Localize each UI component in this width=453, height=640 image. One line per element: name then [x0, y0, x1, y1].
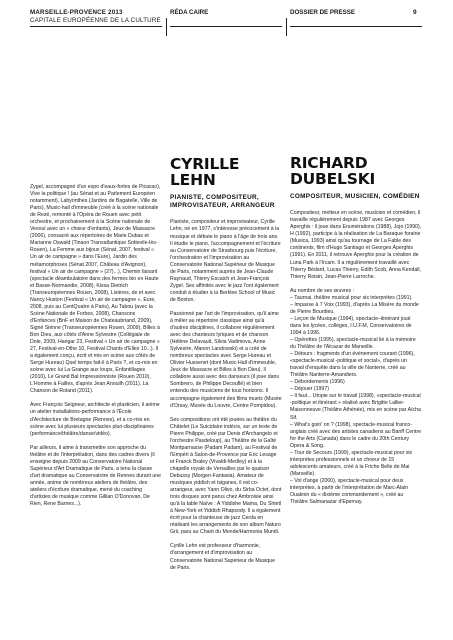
header-divider	[286, 18, 287, 36]
column-2	[170, 156, 282, 579]
list-item: – Débordements (1996)	[290, 379, 345, 386]
page-header	[0, 9, 453, 37]
header-divider	[166, 18, 167, 36]
section-subtitle: COMPOSITEUR, MUSICIEN, COMÉDIEN	[290, 193, 420, 200]
section-title: CYRILLE LEHN	[170, 155, 240, 189]
list-item: – Leçon de Musique (1994), spectacle–itinérant joué dans les lycées, collèges, I.U.F.M, Conservatoires de 1994 à 1996.	[290, 315, 412, 336]
list-item: – What's goin' on ? (1998), spectacle-musical franco-anglais créé avec des artistes canadiens au Banff Centre for the Arts (Canada) dans le cadre du 20th Century Opera & Song.	[290, 421, 422, 449]
header-doc-type: DOSSIER DE PRESSE	[290, 9, 355, 16]
header-rule	[290, 26, 422, 27]
paragraph: Cyrille Lehn est professeur d'harmonie, d'arrangement et d'improvisation au Conservatoire National Supérieur de Musique de Paris.	[170, 543, 275, 571]
header-line2: CAPITALE EUROPÉENNE DE LA CULTURE	[30, 17, 161, 24]
section-subtitle: PIANISTE, COMPOSITEUR, IMPROVISATEUR, ARRANGEUR	[170, 194, 275, 210]
paragraph: Compositeur, metteur en scène, musicien et comédien, il travaille régulièrement depuis 1987 avec Georges Aperghis : il joue dans Enumérations (1988), Jojo (1990), H (1992), participe à la réalisation de La Baraque foraine (Musica, 1993) ainsi qu'au tournage de La Fable des continents, film d'Hugo Santiago et Georges Aperghis (1991). En 2011, il retrouve Aperghis pour la création de Luna Park à l'Ircam. Il a régulièrement travaillé avec Thierry Bédard, Lucas Thierry, Edith Scob, Anna Kendall, Thierry Roisin, Jean-Pierre Larroche.	[290, 210, 422, 280]
column-3	[290, 156, 422, 506]
paragraph: Pianiste, compositeur et improvisateur, Cyrille Lehn, né en 1977, s'intéresse précocement à la musique et débute le piano à l'âge de trois ans. Il étudie le piano, l'accompagnement et l'écriture au Conservatoire de Strasbourg puis l'écriture, l'orchestration et l'improvisation au Conservatoire National Supérieur de Musique de Paris, notamment auprès de Jean-Claude Raynaud, Thierry Escaich et Jean-François Zygel. Ses affinités avec le jazz l'ont également conduit à étudier à la Berklee School of Music de Boston.	[170, 219, 281, 303]
header-rule	[30, 26, 162, 27]
list-item: – Déjouer (1997)	[290, 386, 329, 393]
list-item: – Vol d'ange (2000), spectacle-musical pour deux interprètes, à partir de l'interprétation de Marc-Alain Ouaknin du « dixième commandement », créé au Théâtre Salmanazar d'Epernay.	[290, 477, 409, 506]
list-item: – Impasse à 7 Voix (1993), d'après La Misère du monde de Pierre Bourdieu.	[290, 301, 419, 315]
paragraph: Ses compositions ont été jouées au théâtre du Châtelet (Le Suicidaire indécis, sur un texte de Pierre Philippe, créé par Denis d'Archangelo et l'orchestre Pasdeloup), au Théâtre de la Gaîté Montparnasse (Padam Padam), au Festival de l'Empéri à Salon-de-Provence par Eric Lesage et Franck Braley (Vivaldi-Medley) et à la chapelle royale de Versailles par le quatuor Debussy (Morgen-Fantasia). Amateur de musiques yiddish et tsiganes, il est co-arrangeur, avec Yann Olivo, du Sirba Octet, dont trois disques sont parus chez Ambroisie ainsi qu'à la table Naïve : A Yiddishe Mama, Du Shtetl à New-York et Yiddish Rhapsody. Il a également écrit pour la chanteuse de jazz Cerda en réalisant les arrangements de son album Naturo Grii, paru au Chant du Monde/Harmonia Mundi.	[170, 416, 282, 536]
header-rule	[170, 26, 282, 27]
section-title: RICHARD DUBELSKI	[290, 154, 376, 188]
list-intro: Au nombre de ses œuvres :	[290, 287, 355, 294]
page-number: 9	[413, 9, 417, 16]
paragraph: Avec François Seigneur, architecte et plasticien, il anime un atelier installations-performance à l'École d'Architecture de Bretagne (Rennes), et a co-mis en scène avec lui plusieurs spectacles pluri-disciplinaires (performance/théâtre/danse/vidéo).	[30, 402, 160, 437]
header-section: RÉDA CAIRE	[170, 9, 209, 16]
paragraph: Passionné par l'art de l'improvisation, qu'il aime à mêler au répertoire classique ainsi qu'à d'autres disciplines, il collabore régulièrement avec des chanteurs lyriques et de chanson (Hélène Delavault, Silvia Vadimova, Anne Sylvestre, Manon Landowski) et a créé de nombreux spectacles avec Serge Hureau et Olivier Hussenet (dont Music-Hall d'immeuble, Jeux de Massacre et Billes à Bon Dieu). Il collabore aussi avec des danseurs (il joue dans Sombrero, de Philippe Decouflé) et bien entendu des musiciens de tous horizons. Il accompagne également des films muets (Musée d'Orsay, Musée du Louvre, Centre Pompidou).	[170, 310, 282, 409]
header-line1: MARSEILLE-PROVENCE 2013	[30, 9, 123, 16]
list-item: – Il faut... Utopie sur le travail (1998), «spectacle-musical -politique et itinérant » réalisé avec Brigitte Lallier-Maisonneuve (Théâtre Athénée), mis en scène par Aïcha Sif.	[290, 393, 421, 421]
list-item: – Taurnai, théâtre musical pour six interprètes (1991).	[290, 294, 413, 301]
paragraph: Par ailleurs, il aime à transmettre son approche du théâtre et de l'interprétation, dans des cadres divers (il enseigne depuis 2009 au Conservatoire National Supérieur d'Art Dramatique de Paris, a tenu la classe d'art dramatique au Conservatoire de Rennes durant une année, anime de nombreux ateliers de théâtre, des ateliers d'écriture dramatique, mené du coaching d'artistes de musique comme Gillian O'Donovan, De Rien, Rene Barnes...).	[30, 444, 162, 508]
list-item: – Tour de Secours (1999), spectacle-musical pour six interprètes professionnels et un choeur de 15 adolescents amateurs, créé à la Friche Belle de Mai (Marseille).	[290, 449, 413, 477]
publication-label	[30, 9, 161, 25]
paragraph: Zygel, accompagné d'un expo d'eaux-fortes de Picasso), Vive la politique ! (au Sénat et au Parlement Européen notamment), Labyrinthes (Jardins de Bagatelle, Ville de Paris), Music-hall d'immeuble (créé à la scène nationale de Rezé, remonté à l'Opéra de Rouen avec petit orchestre, et prochainement à la Scène nationale de Vesoul avec un « chœur d'enfants), Jeux de Massacre (2006), consacré aux répertoires de Marie Dubas et Marianne Oswald (Tinaon Transatlantique Sottevile-lès-Rouen), La Femme aux bijoux (Sénat, 2007, festival « Un air de campagne » dans l'Eure), Jardin des métamorphoses (Sénat 2007, Château d'Avignon), festival « Un air de campagne » (27)...), Chemin faisant (spectacle déambulatoire dans des fermes bio en Haute et Basse-Normandie, 2008), Kissa Dietrich (Transeuropéennes Rouen, 2008), Lisières, de et avec Nancy Huston (Festival « Un air de campagne », Eure, 2008, puis au CentQuatre à Paris), Au Tabou (avec la Scène Nationale de Forbes, 2008), Chansons d'Enfances (BnF et Maison de Chateaubriand, 2009), Signé Siénne (Transeuropéennes Rouen, 2009), Billes à Bon Dieu, aux côtés d'Anne Sylvestre (Collégiale de Dole, 2009, Hangar 23, Festival « Un air de campagne » 27, Festival-en-Othe 10, Festival Chants d'Elles 10...). Il a également conçu, écrit et mis en scène aux côtés de Serge Hureau) Quel temps fait-il à Paris ?, et co-mis en scène avec lui La Grange aux loups, Enfantillages (2010), Le Grand Bal Impressionniste (Rouen 2010), L'Homme à Failles, d'après Jean Anouilh (2011), La Chanson de Roland (2011).	[30, 184, 161, 395]
list-item: – Opérettes (1995), spectacle-musical lié à la mémoire du Théâtre de l'Alcazar de Marseille.	[290, 337, 416, 351]
column-1	[30, 184, 162, 515]
list-item: – Détours : fragments d'un événement courant (1996), «spectacle-musical -politique et social», d'après un travail d'enquête dans la ville de Nanterre, créé au Théâtre Nanterre-Amandiers.	[290, 351, 415, 379]
